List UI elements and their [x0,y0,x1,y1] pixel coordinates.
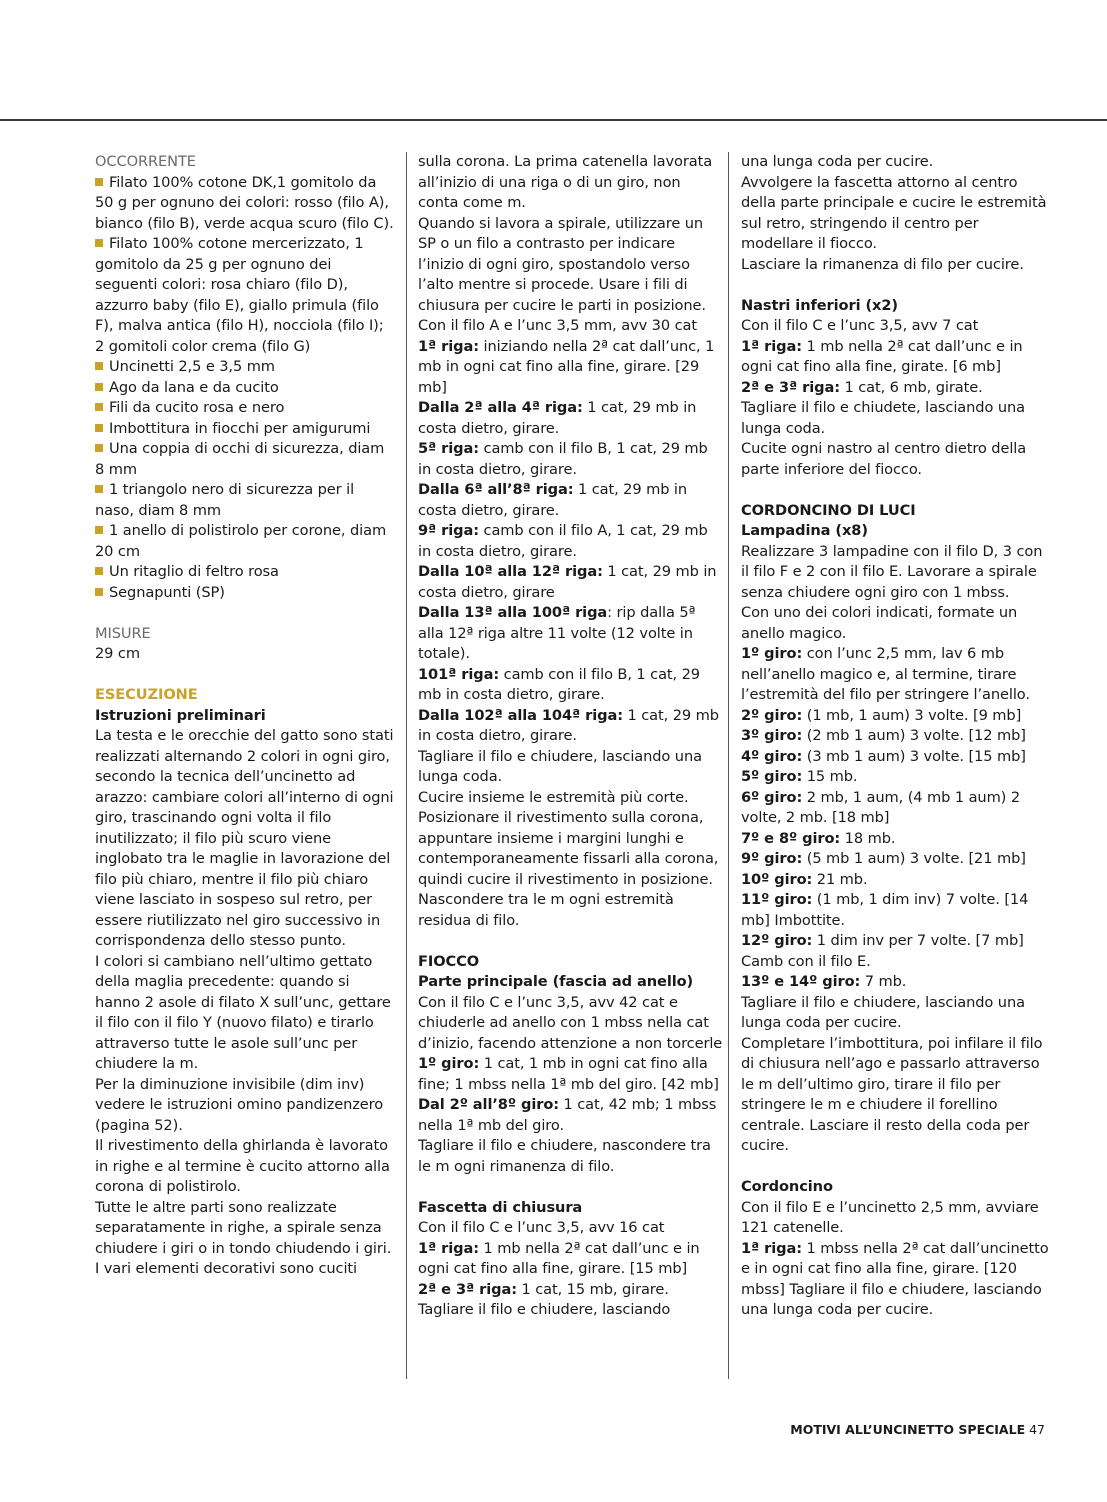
paragraph: Con uno dei colori indicati, formate un anello magico. [741,604,1018,642]
square-bullet-icon [95,526,103,534]
nastri-heading: Nastri inferiori (x2) [741,296,898,314]
instruction-row: 12º giro: 1 dim inv per 7 volte. [7 mb] [741,932,1024,949]
square-bullet-icon [95,178,103,186]
istruzioni-heading: Istruzioni preliminari [95,706,266,724]
misure-heading: MISURE [95,624,151,642]
paragraph: I vari elementi decorativi sono cuciti [95,1260,358,1277]
page-footer [790,1422,1045,1437]
square-bullet-icon [95,444,103,452]
square-bullet-icon [95,403,103,411]
instruction-row: 1º giro: 1 cat, 1 mb in ogni cat fino alla fine; 1 mbss nella 1ª mb del giro. [42 mb] [418,1055,719,1093]
instruction-row: 13º e 14º giro: 7 mb. [741,973,907,990]
material-item: Un ritaglio di feltro rosa [95,562,395,583]
paragraph: sulla corona. La prima catenella lavorata all’inizio di una riga o di un giro, non conta come m. [418,153,713,211]
instruction-row: 9º giro: (5 mb 1 aum) 3 volte. [21 mb] [741,850,1026,867]
paragraph: Tutte le altre parti sono realizzate separatamente in righe, a spirale senza chiudere i giri o in tondo chiudendo i giri. [95,1198,392,1257]
column-divider [728,152,729,1379]
square-bullet-icon [95,239,103,247]
paragraph: Con il filo C e l’unc 3,5, avv 16 cat [418,1219,665,1236]
paragraph: Avvolgere la fascetta attorno al centro della parte principale e cucire le estremità sul retro, stringendo il centro per modellare il fiocco. [741,173,1047,252]
paragraph: Con il filo C e l’unc 3,5, avv 42 cat e chiuderle ad anello con 1 mbss nella cat d’inizio, facendo attenzione a non torcerle [418,993,723,1052]
material-item: 1 triangolo nero di sicurezza per il naso, diam 8 mm [95,481,355,519]
paragraph: Lasciare la rimanenza di filo per cucire. [741,255,1024,273]
parte-principale-heading: Parte principale (fascia ad anello) [418,973,694,990]
fiocco-heading: FIOCCO [418,952,480,970]
instruction-row: 5ª riga: camb con il filo B, 1 cat, 29 mb in costa dietro, girare. [418,440,708,478]
lampadina-heading: Lampadina (x8) [741,522,868,539]
paragraph: Con il filo C e l’unc 3,5, avv 7 cat [741,317,979,334]
column-divider [406,152,407,1379]
paragraph: Tagliare il filo e chiudere, lasciando una lunga coda. [418,747,702,785]
instruction-row: Dalla 13ª alla 100ª riga: rip dalla 5ª alla 12ª riga altre 11 volte (12 volte in totale). [418,604,696,662]
instruction-row: Dalla 6ª all’8ª riga: 1 cat, 29 mb in costa dietro, girare. [418,481,688,519]
misure-value: 29 cm [95,645,140,662]
paragraph: Tagliare il filo e chiudere, nascondere tra le m ogni rimanenza di filo. [418,1137,711,1175]
paragraph: Tagliare il filo e chiudere, lasciando [418,1301,671,1318]
column-1 [95,152,395,1280]
instruction-row: Dalla 10ª alla 12ª riga: 1 cat, 29 mb in costa dietro, girare [418,563,717,601]
esecuzione-heading: ESECUZIONE [95,686,198,703]
instruction-row: 7º e 8º giro: 18 mb. [741,829,896,847]
page-number: 47 [1029,1422,1045,1437]
cordoncino-luci-heading: CORDONCINO DI LUCI [741,501,916,519]
paragraph: Tagliare il filo e chiudete, lasciando una lunga coda. [741,399,1025,437]
column-3 [741,152,1051,1321]
instruction-row: 6º giro: 2 mb, 1 aum, (4 mb 1 aum) 2 volte, 2 mb. [18 mb] [741,788,1021,826]
instruction-row: 3º giro: (2 mb 1 aum) 3 volte. [12 mb] [741,727,1026,744]
instruction-row: 101ª riga: camb con il filo B, 1 cat, 29 mb in costa dietro, girare. [418,665,700,703]
square-bullet-icon [95,383,103,391]
paragraph: Completare l’imbottitura, poi infilare il filo di chiusura nell’ago e passarlo attraverso le m dell’ultimo giro, tirare il filo per stringere le m e chiudere il forellino centrale. Lasciare il resto della coda per cucire. [741,1034,1043,1154]
material-item: Imbottitura in fiocchi per amigurumi [95,419,395,440]
instruction-row: 9ª riga: camb con il filo A, 1 cat, 29 mb in costa dietro, girare. [418,522,708,560]
cordoncino-heading: Cordoncino [741,1178,833,1195]
instruction-row: 1ª riga: 1 mb nella 2ª cat dall’unc e in ogni cat fino alla fine, girate. [6 mb] [741,337,1023,375]
paragraph: Realizzare 3 lampadine con il filo D, 3 con il filo F e 2 con il filo E. Lavorare a spirale senza chiudere ogni giro con 1 mbss. [741,542,1043,601]
instruction-row: 2º giro: (1 mb, 1 aum) 3 volte. [9 mb] [741,706,1022,724]
paragraph: La testa e le orecchie del gatto sono stati realizzati alternando 2 colori in ogni giro, secondo la tecnica dell’uncinetto ad arazzo: cambiare colori all’interno di ogni giro, trascinando ogni volta il filo inutilizzato; il filo più scuro viene inglobato tra le maglie in lavorazione del filo più chiaro, mentre il filo più chiaro viene lasciato in sospeso sul retro, per essere riutilizzato nel giro successivo in corrispondenza dello stesso punto. [95,727,394,949]
top-rule [0,119,1107,121]
fascetta-heading: Fascetta di chiusura [418,1198,583,1216]
material-item: Filato 100% cotone mercerizzato, 1 gomitolo da 25 g per ognuno dei seguenti colori: rosa chiaro (filo D), azzurro baby (filo E), giallo primula (filo F), malva antica (filo H), nocciola (filo I); 2 gomitoli color crema (filo G) [95,235,384,355]
instruction-row: 1º giro: con l’unc 2,5 mm, lav 6 mb nell’anello magico e, al termine, tirare l’estremità del filo per stringere l’anello. [741,645,1030,703]
material-item: Fili da cucito rosa e nero [95,398,395,419]
material-item: 1 anello di polistirolo per corone, diam 20 cm [95,522,387,560]
material-item: Segnapunti (SP) [95,583,395,604]
instruction-row: Dal 2º all’8º giro: 1 cat, 42 mb; 1 mbss nella 1ª mb del giro. [418,1096,717,1134]
square-bullet-icon [95,485,103,493]
instruction-row: Dalla 102ª alla 104ª riga: 1 cat, 29 mb in costa dietro, girare. [418,706,719,744]
square-bullet-icon [95,424,103,432]
instruction-row: 5º giro: 15 mb. [741,768,858,785]
instruction-row: 11º giro: (1 mb, 1 dim inv) 7 volte. [14 mb] Imbottite. [741,891,1029,929]
instruction-row: 1ª riga: 1 mbss nella 2ª cat dall’uncinetto e in ogni cat fino alla fine, girare. [120 mbss] Tagliare il filo e chiudere, lasciando una lunga coda per cucire. [741,1239,1049,1318]
column-2 [418,152,723,1321]
instruction-row: 1ª riga: 1 mb nella 2ª cat dall’unc e in ogni cat fino alla fine, girare. [15 mb] [418,1239,700,1277]
paragraph: Cucite ogni nastro al centro dietro della parte inferiore del fiocco. [741,440,1027,478]
paragraph: Il rivestimento della ghirlanda è lavorato in righe e al termine è cucito attorno alla corona di polistirolo. [95,1137,390,1195]
instruction-row: 2ª e 3ª riga: 1 cat, 15 mb, girare. [418,1280,669,1298]
occorrente-heading: OCCORRENTE [95,153,196,170]
paragraph: Cucire insieme le estremità più corte. Posizionare il rivestimento sulla corona, appuntare insieme i margini lunghi e contemporaneamente fissarli alla corona, quindi cucire il rivestimento in posizione. Nascondere tra le m ogni estremità residua di filo. [418,788,719,929]
square-bullet-icon [95,588,103,596]
square-bullet-icon [95,362,103,370]
paragraph: I colori si cambiano nell’ultimo gettato della maglia precedente: quando si hanno 2 asole di filato X sull’unc, gettare il filo con il filo Y (nuovo filato) e tirarlo attraverso tutte le asole sull’unc per chiudere la m. [95,952,391,1072]
instruction-row: 2ª e 3ª riga: 1 cat, 6 mb, girate. [741,378,983,396]
paragraph: Camb con il filo E. [741,952,871,970]
material-item: Una coppia di occhi di sicurezza, diam 8 mm [95,440,385,478]
paragraph: una lunga coda per cucire. [741,153,934,170]
instruction-row: Dalla 2ª alla 4ª riga: 1 cat, 29 mb in costa dietro, girare. [418,399,697,437]
paragraph: Con il filo E e l’uncinetto 2,5 mm, avviare 121 catenelle. [741,1198,1039,1236]
material-item: Uncinetti 2,5 e 3,5 mm [95,357,395,378]
paragraph: Con il filo A e l’unc 3,5 mm, avv 30 cat [418,317,697,334]
paragraph: Per la diminuzione invisibile (dim inv) vedere le istruzioni omino pandizenzero (pagina 52). [95,1075,384,1134]
paragraph: Tagliare il filo e chiudere, lasciando una lunga coda per cucire. [741,993,1025,1031]
material-item: Filato 100% cotone DK,1 gomitolo da 50 g per ognuno dei colori: rosso (filo A), bianco (filo B), verde acqua scuro (filo C). [95,173,394,232]
material-item: Ago da lana e da cucito [95,378,395,399]
instruction-row: 4º giro: (3 mb 1 aum) 3 volte. [15 mb] [741,747,1026,765]
paragraph: Quando si lavora a spirale, utilizzare un SP o un filo a contrasto per indicare l’inizio di ogni giro, spostandolo verso l’alto mentre si procede. Usare i fili di chiusura per cucire le parti in posizione. [418,214,706,314]
magazine-title: MOTIVI ALL’UNCINETTO SPECIALE [790,1422,1026,1437]
instruction-row: 1ª riga: iniziando nella 2ª cat dall’unc, 1 mb in ogni cat fino alla fine, girare. [29 mb] [418,337,715,396]
instruction-row: 10º giro: 21 mb. [741,870,868,888]
square-bullet-icon [95,567,103,575]
